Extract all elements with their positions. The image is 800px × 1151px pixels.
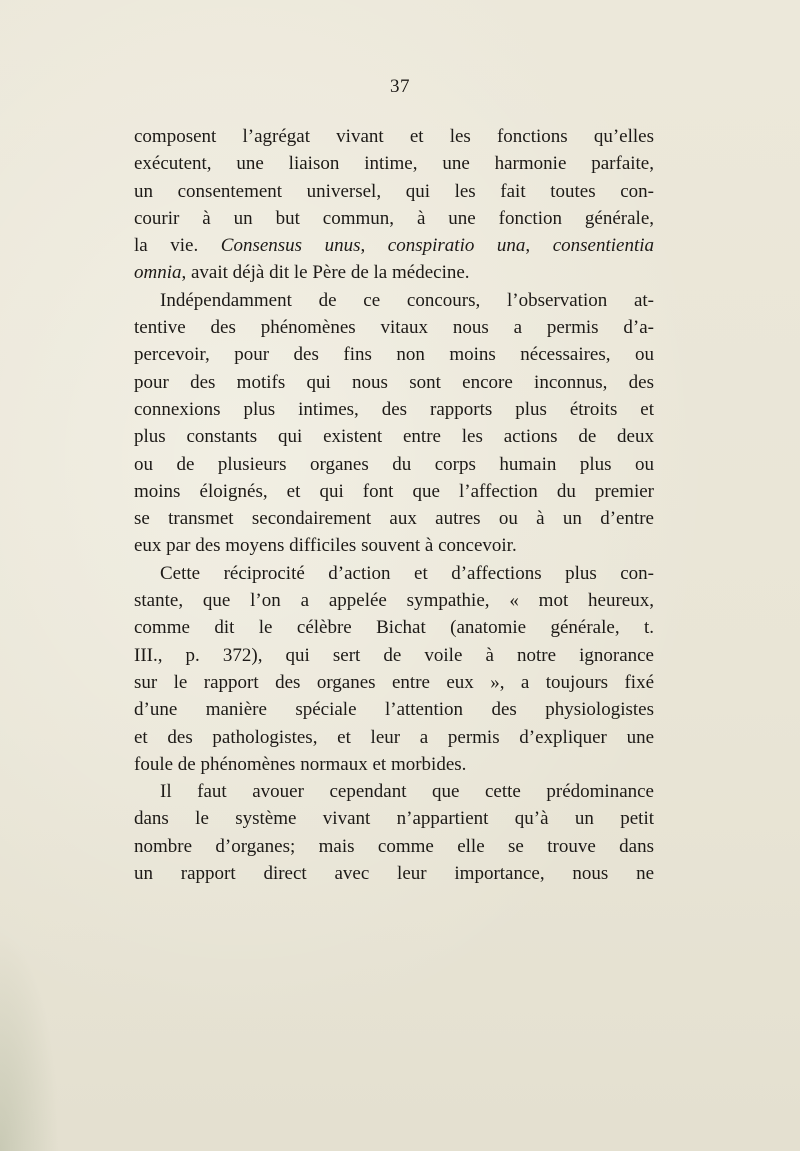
text-line: composent l’agrégat vivant et les fonctions qu’elles <box>134 126 654 147</box>
text-line: la vie. Consensus unus, conspiratio una, consentientia <box>134 235 655 257</box>
text-line: plus constants qui existent entre les actions de deux <box>134 426 654 448</box>
text-line: III., p. 372), qui sert de voile à notre ignorance <box>134 644 654 666</box>
text-line: Cette réciprocité d’action et d’affections plus con- <box>160 562 654 584</box>
text-line: ou de plusieurs organes du corps humain plus ou <box>134 453 654 475</box>
page-number: 37 <box>390 76 410 97</box>
text-line: omnia, avait déjà dit le Père de la médecine. <box>134 262 470 284</box>
text-line: dans le système vivant n’appartient qu’à un petit <box>134 808 654 830</box>
text-line: connexions plus intimes, des rapports plus étroits et <box>134 398 654 420</box>
paper-stain <box>0 931 60 1151</box>
text-line: moins éloignés, et qui font que l’affection du premier <box>134 480 654 502</box>
text-line: un rapport direct avec leur importance, nous ne <box>134 863 654 885</box>
text-line: et des pathologistes, et leur a permis d’expliquer une <box>134 726 654 748</box>
text-line: courir à un but commun, à une fonction générale, <box>134 207 654 229</box>
text-line: un consentement universel, qui les fait toutes con- <box>134 180 654 202</box>
text-line: percevoir, pour des fins non moins nécessaires, ou <box>134 344 654 366</box>
text-line: d’une manière spéciale l’attention des physiologistes <box>134 699 654 721</box>
text-line: sur le rapport des organes entre eux », a toujours fixé <box>134 671 654 693</box>
text-line: comme dit le célèbre Bichat (anatomie générale, t. <box>134 617 654 639</box>
text-line: se transmet secondairement aux autres ou à un d’entre <box>134 508 654 530</box>
body-text <box>134 123 654 887</box>
text-line: stante, que l’on a appelée sympathie, « mot heureux, <box>134 590 654 612</box>
text-line: foule de phénomènes normaux et morbides. <box>134 753 467 775</box>
text-line: exécutent, une liaison intime, une harmonie parfaite, <box>134 153 654 175</box>
text-line: nombre d’organes; mais comme elle se trouve dans <box>134 835 654 857</box>
text-line: Indépendamment de ce concours, l’observation at- <box>160 289 654 311</box>
text-line: Il faut avouer cependant que cette prédominance <box>160 781 654 803</box>
text-line: pour des motifs qui nous sont encore inconnus, des <box>134 371 654 393</box>
text-line: eux par des moyens difficiles souvent à concevoir. <box>134 535 517 557</box>
text-line: tentive des phénomènes vitaux nous a permis d’a- <box>134 317 654 339</box>
